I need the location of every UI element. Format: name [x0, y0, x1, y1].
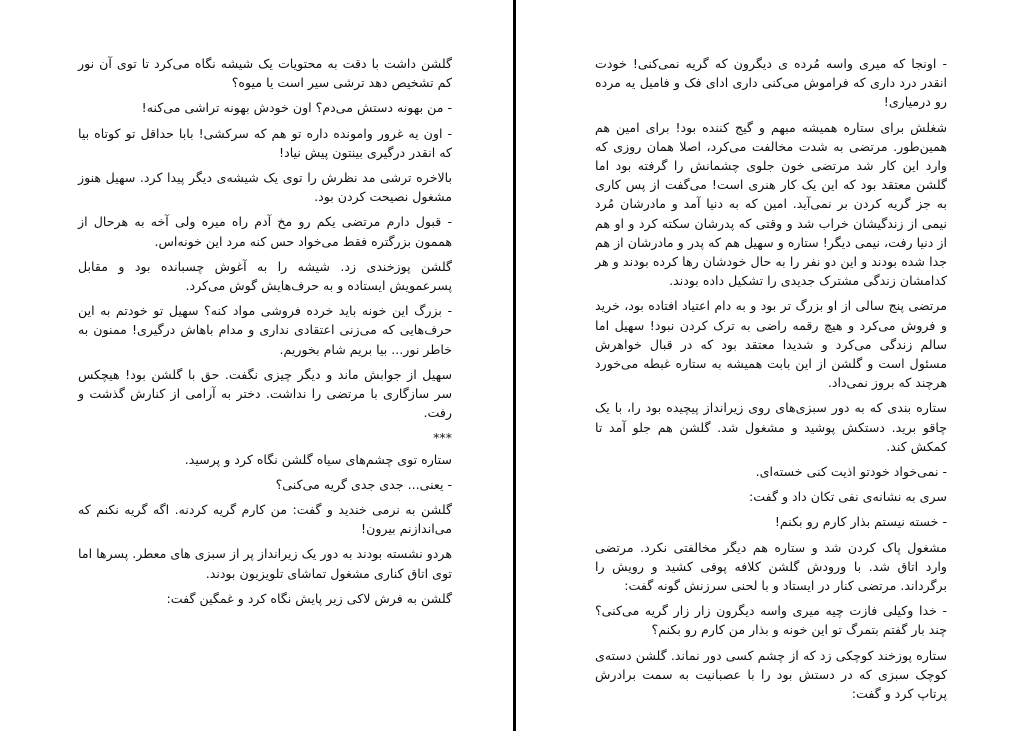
paragraph: مشغول پاک کردن شد و ستاره هم دیگر مخالفتی نکرد. مرتضی وارد اتاق شد. با ورودش گلشن کلافه پوفی کشید و رویش را برگرداند. مرتضی کنار در ایستاد و با لحنی سرزنش گونه گفت:: [595, 539, 947, 594]
paragraph: شغلش برای ستاره همیشه مبهم و گیج کننده بود! برای امین هم همین‌طور. مرتضی به شدت مخالفت می‌کرد، اصلا همان روزی که وارد این کار شد مرتضی خون جلوی چشمانش را گرفته بود اما گلشن معتقد بود که این یک کار هنری است! می‌گفت از پس کاری به جز گریه کردن بر نمی‌آید. امین که به دنیا آمد و مادرشان مُرد نیمی از زندگیشان خراب شد و وقتی که پدرشان سکته کرد و او هم از دنیا رفت، نیمی دیگر! ستاره و سهیل هم که پدر و مادرشان از هم جدا شده بودند و این دو نفر را به حال خودشان رها کرده بودند و هر کدامشان زندگی مشترک جدیدی را تشکیل داده بودند.: [595, 119, 947, 289]
paragraph: گلشن پوزخندی زد. شیشه را به آغوش چسبانده بود و مقابل پسرعمویش ایستاده و به حرف‌هایش گوش می‌کرد.: [78, 258, 452, 294]
dialogue-line: - بزرگ این خونه باید خرده فروشی مواد کنه؟ سهیل تو خودتم به این حرف‌هایی که می‌زنی اعتقادی نداری و مدام باهاش درگیری! ممنون به خاطر نور... بیا بریم شام بخوریم.: [78, 303, 452, 357]
dialogue-line: - خدا وکیلی فازت چیه میری واسه دیگرون زار زار گریه می‌کنی؟ چند بار گفتم بتمرگ تو این خونه و بذار من کارم رو بکنم؟: [595, 603, 947, 638]
page-divider: [513, 0, 516, 731]
section-break: ***: [433, 430, 452, 446]
paragraph: بالاخره ترشی مد نظرش را توی یک شیشه‌ی دیگر پیدا کرد. سهیل هنوز مشغول نصیحت کردن بود.: [78, 170, 452, 205]
dialogue-line: - اون یه غرور وامونده داره تو هم که سرکشی! بابا حداقل تو کوتاه بیا که انقدر درگیری بینتون پیش نیاد!: [78, 125, 452, 160]
paragraph: ستاره توی چشم‌های سیاه گلشن نگاه کرد و پرسید.: [184, 451, 452, 467]
dialogue-line: - اونجا که میری واسه مُرده ی دیگرون که گریه نمی‌کنی! خودت انقدر درد داری که فراموش می‌کنی داری ادای فک و فامیل یه مرده رو درمیاری!: [595, 56, 947, 110]
dialogue-line: - نمی‌خواد خودتو اذیت کنی خسته‌ای.: [755, 464, 947, 480]
paragraph: ستاره بندی که به دور سبزی‌های روی زیرانداز پیچیده بود را، با یک چاقو برید. دستکش پوشید و مشغول شد. گلشن هم جلو آمد تا کمکش کند.: [595, 400, 947, 454]
dialogue-line: - من بهونه دستش می‌دم؟ اون خودش بهونه تراشی می‌کنه!: [141, 100, 452, 116]
paragraph: گلشن به نرمی خندید و گفت: من کارم گریه کردنه. اگه گریه نکنم که می‌اندازنم بیرون!: [78, 502, 452, 537]
paragraph: سری به نشانه‌ی نفی تکان داد و گفت:: [748, 489, 947, 505]
right-page: [595, 54, 947, 709]
dialogue-line: - قبول دارم مرتضی یکم رو مخ آدم راه میره ولی آخه به هرحال از هممون بزرگتره فقط می‌خواد حس کنه مرد این خونه‌اس.: [78, 214, 452, 249]
dialogue-line: - خسته نیستم بذار کارم رو بکنم!: [774, 514, 947, 530]
paragraph: مرتضی پنج سالی از او بزرگ تر بود و به دام اعتیاد افتاده بود، خرید و فروش می‌کرد و هیچ رقمه راضی به ترک کردن نبود! سهیل اما سالم زندگی می‌کرد و شدیدا معتقد بود که در قبال خواهرش مسئول است و گلشن از این بابت همیشه به ستاره غبطه می‌خورد هرچند که بروز نمی‌داد.: [595, 298, 947, 391]
paragraph: ستاره پوزخند کوچکی زد که از چشم کسی دور نماند. گلشن دسته‌ی کوچک سبزی که در دستش بود را با عصبانیت به سمت برادرش پرتاپ کرد و گفت:: [595, 647, 947, 702]
paragraph: گلشن به فرش لاکی زیر پایش نگاه کرد و غمگین گفت:: [166, 590, 452, 606]
paragraph: هردو نشسته بودند به دور یک زیرانداز پر از سبزی های معطر. پسرها اما توی اتاق کناری مشغول تماشای تلویزیون بودند.: [78, 546, 452, 581]
paragraph: گلشن داشت با دقت به محتویات یک شیشه نگاه می‌کرد تا توی آن نور کم تشخیص دهد ترشی سیر است یا میوه؟: [78, 56, 452, 91]
paragraph: سهیل از جوابش ماند و دیگر چیزی نگفت. حق با گلشن بود! هیچکس سر سازگاری با مرتضی را نداشت. دختر به آرامی از کنارش گذشت و رفت.: [78, 366, 452, 421]
dialogue-line: - یعنی... جدی جدی گریه می‌کنی؟: [275, 476, 452, 492]
left-page: [78, 54, 452, 614]
